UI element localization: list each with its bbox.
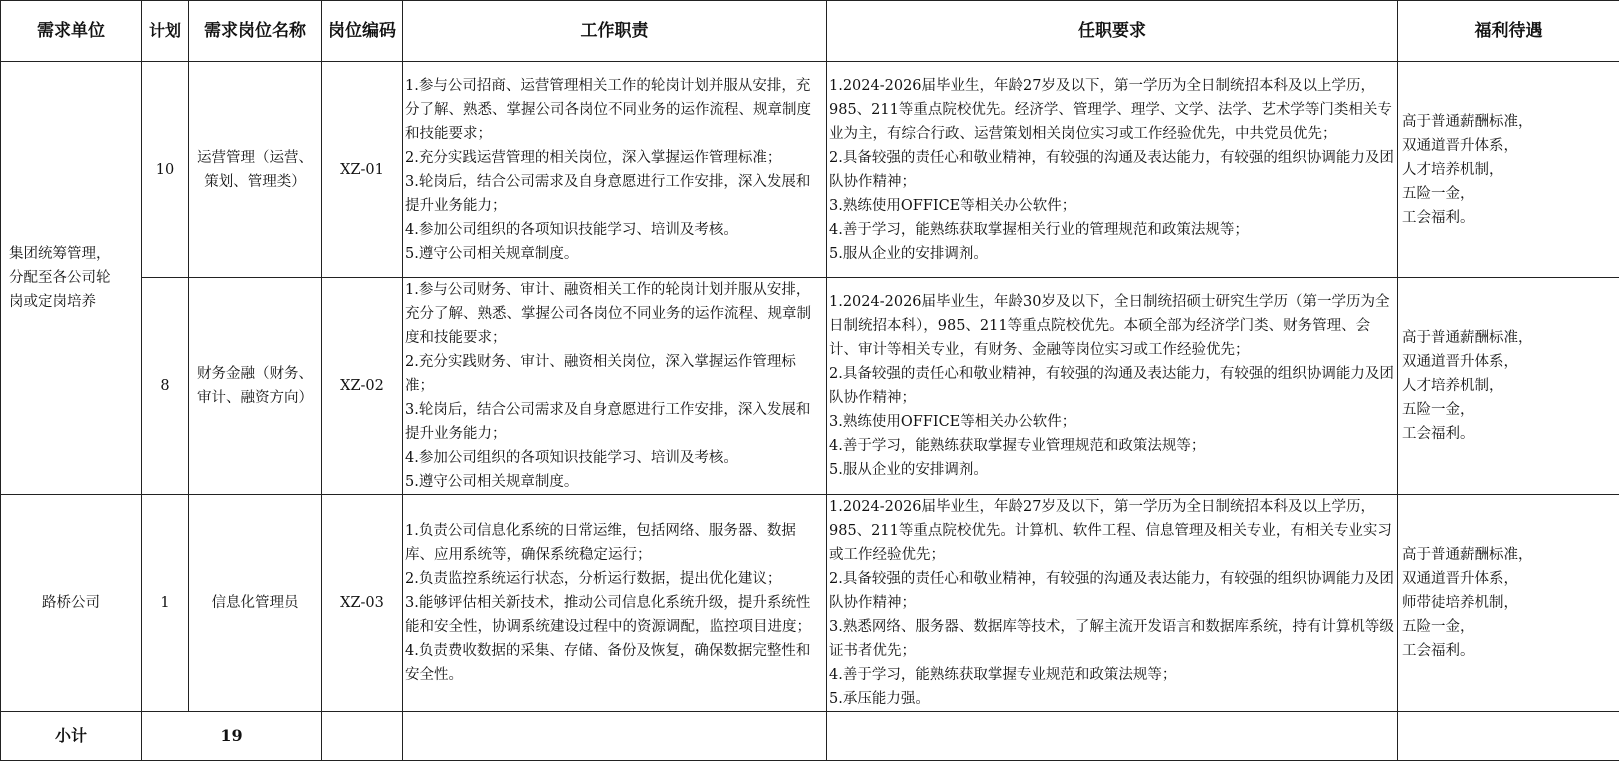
- header-unit: 需求单位: [1, 1, 142, 62]
- duties-cell: 1.参与公司财务、审计、融资相关工作的轮岗计划并服从安排，充分了解、熟悉、掌握公司各岗位不同业务的运作流程、规章制度和技能要求； 2.充分实践财务、审计、融资相关岗位，深入掌握运作管理标准； 3.轮岗后，结合公司需求及自身意愿进行工作安排，深入发展和提升业务能力； 4.参加公司组织的各项知识技能学习、培训及考核。 5.遵守公司相关规章制度。: [403, 278, 827, 495]
- requirements-cell: 1.2024-2026届毕业生，年龄30岁及以下，全日制统招硕士研究生学历（第一学历为全日制统招本科），985、211等重点院校优先。本硕全部为经济学门类、财务管理、会计、审计等相关专业，有财务、金融等岗位实习或工作经验优先； 2.具备较强的责任心和敬业精神，有较强的沟通及表达能力，有较强的组织协调能力及团队协作精神； 3.熟练使用OFFICE等相关办公软件； 4.善于学习，能熟练获取掌握专业管理规范和政策法规等； 5.服从企业的安排调剂。: [827, 278, 1398, 495]
- position-name-cell: 财务金融（财务、审计、融资方向）: [189, 278, 322, 495]
- subtotal-label: 小计: [1, 712, 142, 761]
- header-benefits: 福利待遇: [1398, 1, 1619, 62]
- subtotal-row: [1, 712, 1619, 761]
- subtotal-value: 19: [142, 712, 322, 761]
- position-code-cell: XZ-01: [322, 62, 403, 278]
- header-position-code: 岗位编码: [322, 1, 403, 62]
- header-duties: 工作职责: [403, 1, 827, 62]
- position-code-cell: XZ-03: [322, 495, 403, 712]
- header-row: [1, 1, 1619, 62]
- duties-cell: 1.负责公司信息化系统的日常运维，包括网络、服务器、数据库、应用系统等，确保系统稳定运行； 2.负责监控系统运行状态，分析运行数据，提出优化建议； 3.能够评估相关新技术，推动公司信息化系统升级，提升系统性能和安全性，协调系统建设过程中的资源调配，监控项目进度； 4.负责费收数据的采集、存储、备份及恢复，确保数据完整性和安全性。: [403, 495, 827, 712]
- requirements-cell: 1.2024-2026届毕业生，年龄27岁及以下，第一学历为全日制统招本科及以上学历，985、211等重点院校优先。计算机、软件工程、信息管理及相关专业，有相关专业实习或工作经验优先； 2.具备较强的责任心和敬业精神，有较强的沟通及表达能力，有较强的组织协调能力及团队协作精神； 3.熟悉网络、服务器、数据库等技术，了解主流开发语言和数据库系统，持有计算机等级证书者优先； 4.善于学习，能熟练获取掌握专业规范和政策法规等； 5.承压能力强。: [827, 495, 1398, 712]
- plan-cell: 10: [142, 62, 189, 278]
- benefits-cell: 高于普通薪酬标准， 双通道晋升体系， 师带徒培养机制， 五险一金， 工会福利。: [1398, 495, 1619, 712]
- duties-cell: 1.参与公司招商、运营管理相关工作的轮岗计划并服从安排，充分了解、熟悉、掌握公司各岗位不同业务的运作流程、规章制度和技能要求； 2.充分实践运营管理的相关岗位，深入掌握运作管理标准； 3.轮岗后，结合公司需求及自身意愿进行工作安排，深入发展和提升业务能力； 4.参加公司组织的各项知识技能学习、培训及考核。 5.遵守公司相关规章制度。: [403, 62, 827, 278]
- header-plan: 计划: [142, 1, 189, 62]
- position-name-cell: 运营管理（运营、策划、管理类）: [189, 62, 322, 278]
- position-name-cell: 信息化管理员: [189, 495, 322, 712]
- position-code-cell: XZ-02: [322, 278, 403, 495]
- requirements-cell: 1.2024-2026届毕业生，年龄27岁及以下，第一学历为全日制统招本科及以上学历，985、211等重点院校优先。经济学、管理学、理学、文学、法学、艺术学等门类相关专业为主，有综合行政、运营策划相关岗位实习或工作经验优先，中共党员优先； 2.具备较强的责任心和敬业精神，有较强的沟通及表达能力，有较强的组织协调能力及团队协作精神； 3.熟练使用OFFICE等相关办公软件； 4.善于学习，能熟练获取掌握相关行业的管理规范和政策法规等； 5.服从企业的安排调剂。: [827, 62, 1398, 278]
- empty-cell: [322, 712, 403, 761]
- unit-cell: 路桥公司: [1, 495, 142, 712]
- header-position-name: 需求岗位名称: [189, 1, 322, 62]
- empty-cell: [403, 712, 827, 761]
- empty-cell: [827, 712, 1398, 761]
- empty-cell: [1398, 712, 1619, 761]
- table-row: [1, 495, 1619, 712]
- unit-cell: 集团统筹管理， 分配至各公司轮 岗或定岗培养: [1, 62, 142, 495]
- benefits-cell: 高于普通薪酬标准， 双通道晋升体系， 人才培养机制， 五险一金， 工会福利。: [1398, 278, 1619, 495]
- table-row: [1, 278, 1619, 495]
- plan-cell: 1: [142, 495, 189, 712]
- header-requirements: 任职要求: [827, 1, 1398, 62]
- benefits-cell: 高于普通薪酬标准， 双通道晋升体系， 人才培养机制， 五险一金， 工会福利。: [1398, 62, 1619, 278]
- table-row: [1, 62, 1619, 278]
- plan-cell: 8: [142, 278, 189, 495]
